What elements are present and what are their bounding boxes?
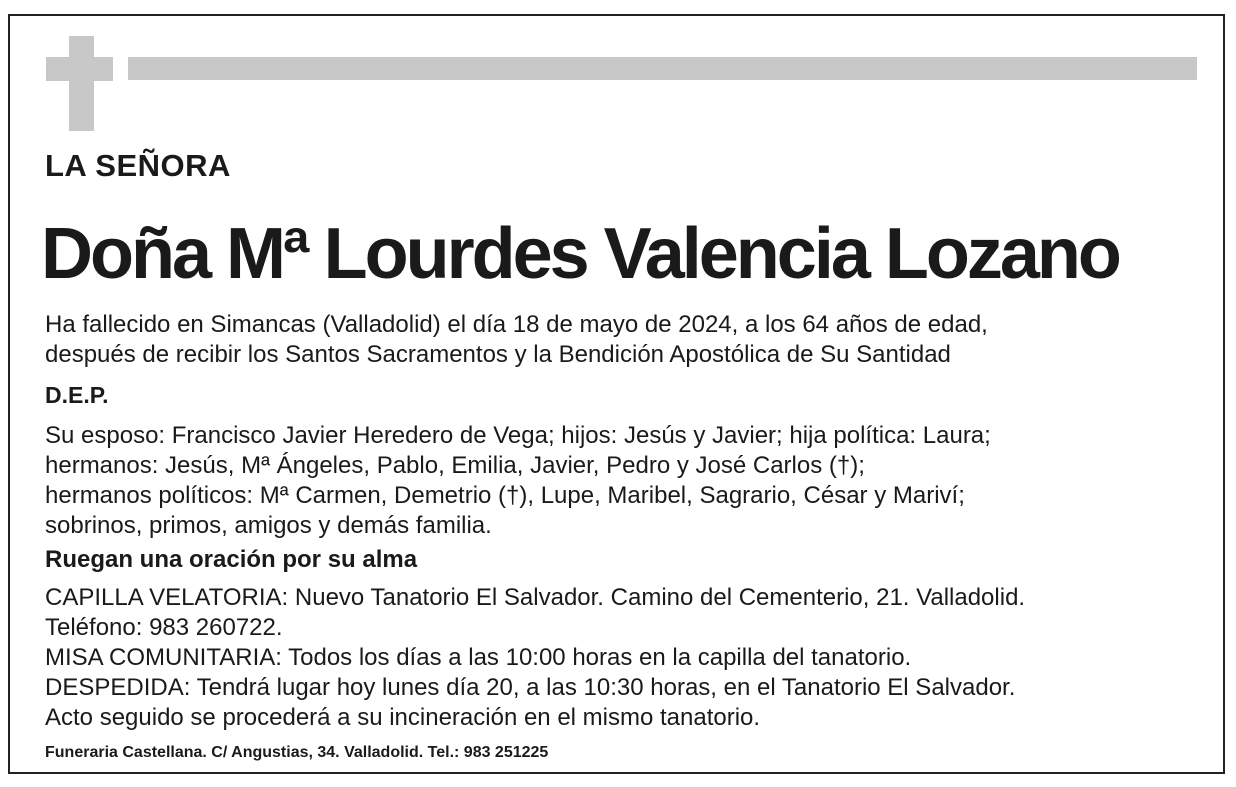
family-line: sobrinos, primos, amigos y demás familia. — [45, 512, 492, 539]
deceased-name: Doña Mª Lourdes Valencia Lozano — [41, 214, 1119, 294]
detail-line: CAPILLA VELATORIA: Nuevo Tanatorio El Salvador. Camino del Cementerio, 21. Valladolid. — [45, 584, 1026, 611]
death-line: después de recibir los Santos Sacramentos y la Bendición Apostólica de Su Santidad — [45, 341, 951, 368]
death-line: Ha fallecido en Simancas (Valladolid) el día 18 de mayo de 2024, a los 64 años de edad, — [45, 311, 988, 338]
detail-line: DESPEDIDA: Tendrá lugar hoy lunes día 20, a las 10:30 horas, en el Tanatorio El Salvador. — [45, 674, 1016, 701]
prayer-request: Ruegan una oración por su alma — [45, 546, 418, 573]
detail-line: Teléfono: 983 260722. — [45, 614, 283, 641]
cross-vertical-bar — [69, 36, 94, 131]
family-line: Su esposo: Francisco Javier Heredero de Vega; hijos: Jesús y Javier; hija política: Laura; — [45, 422, 991, 449]
death-announcement — [45, 310, 988, 370]
dep-abbreviation: D.E.P. — [45, 382, 109, 408]
header-rule — [128, 57, 1197, 80]
cross-horizontal-bar — [46, 57, 113, 81]
family-list — [45, 421, 991, 541]
family-line: hermanos: Jesús, Mª Ángeles, Pablo, Emilia, Javier, Pedro y José Carlos (†); — [45, 452, 865, 479]
notice-intro: LA SEÑORA — [45, 148, 231, 183]
service-details — [45, 583, 1025, 733]
funeral-home-footer: Funeraria Castellana. C/ Angustias, 34. Valladolid. Tel.: 983 251225 — [45, 744, 549, 761]
detail-line: MISA COMUNITARIA: Todos los días a las 10:00 horas en la capilla del tanatorio. — [45, 644, 912, 671]
detail-line: Acto seguido se procederá a su incineración en el mismo tanatorio. — [45, 704, 761, 731]
family-line: hermanos políticos: Mª Carmen, Demetrio (†), Lupe, Maribel, Sagrario, César y Mariví; — [45, 482, 965, 509]
